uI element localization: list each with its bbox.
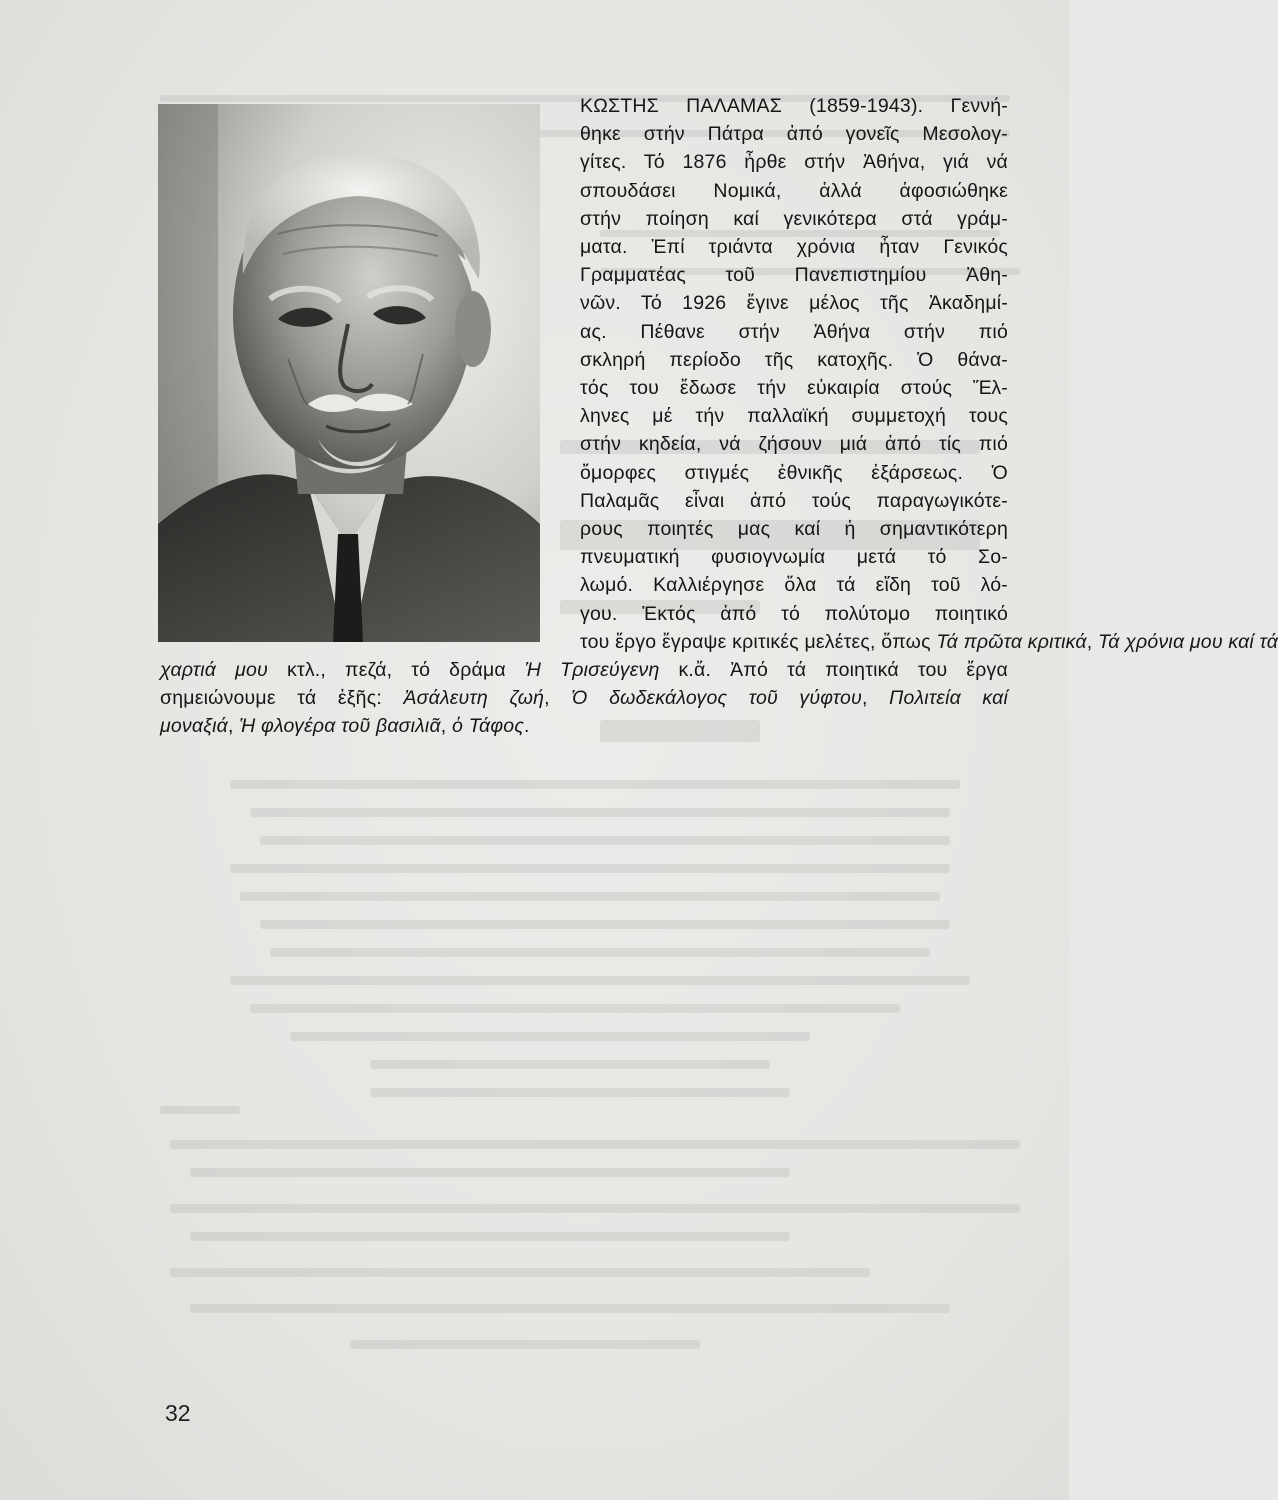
bio-line: λωμό. Καλλιέργησε ὅλα τά εἴδη τοῦ λό- [580,574,1008,597]
bio-line: πνευματική φυσιογνωμία μετά τό Σο- [580,546,1008,569]
bio-text: , [440,715,453,738]
bio-line: ὄμορφες στιγμές ἐθνικῆς ἐξάρσεως. Ὁ [580,461,1008,484]
bio-line: ματα. Ἐπί τριάντα χρόνια ἦταν Γενικός [580,236,1008,259]
bio-line-full [160,684,1008,712]
bio-line-full [160,712,1008,740]
biography-text [160,92,1278,741]
work-title: ὁ Τάφος [452,715,525,738]
bio-text: , [861,687,890,710]
bio-text: του ἔργο ἔγραψε κριτικές μελέτες, ὅπως [580,630,937,653]
bio-line: θηκε στήν Πάτρα ἀπό γονεῖς Μεσολογ- [580,123,1008,146]
page-number: 32 [165,1400,191,1426]
work-title: χαρτιά μου [160,659,268,682]
bio-text: . [524,715,530,738]
bio-line: σπουδάσει Νομικά, ἀλλά ἀφοσιώθηκε [580,179,1008,202]
bio-text: κ.ἄ. Ἀπό τά ποιητικά του ἔργα [659,659,1008,682]
work-title: Ὁ δωδεκάλογος τοῦ γύφτου [571,687,862,710]
bio-line: τός του ἔδωσε τήν εὐκαιρία στούς Ἕλ- [580,377,1008,400]
bio-line: σκληρή περίοδο τῆς κατοχῆς. Ὁ θάνα- [580,348,1008,371]
bio-text: , [227,715,240,738]
work-title: Ἡ φλογέρα τοῦ βασιλιᾶ [239,715,441,738]
bio-line: Γραμματέας τοῦ Πανεπιστημίου Ἀθη- [580,264,1008,287]
bio-line: Παλαμᾶς εἶναι ἀπό τούς παραγωγικότε- [580,489,1008,512]
bio-line: στήν κηδεία, νά ζήσουν μιά ἀπό τίς πιό [580,433,1008,456]
bio-line: γου. Ἐκτός ἀπό τό πολύτομο ποιητικό [580,602,1008,625]
work-title: Τά χρόνια μου καί τά [1097,630,1278,653]
bio-line: ας. Πέθανε στήν Ἀθήνα στήν πιό [580,320,1008,343]
bio-line: ρους ποιητές μας καί ἡ σημαντικότερη [580,518,1008,541]
bio-text: , [544,687,572,710]
work-title: Τά πρῶτα κριτικά [936,630,1087,653]
work-title: Πολιτεία καί [889,687,1008,710]
bio-line: στήν ποίηση καί γενικότερα στά γράμ- [580,207,1008,230]
work-title: μοναξιά [160,715,228,738]
portrait-float-spacer [160,92,580,652]
bio-line: ΚΩΣΤΗΣ ΠΑΛΑΜΑΣ (1859-1943). Γεννή- [580,95,1008,117]
bio-line: ληνες μέ τήν παλλαϊκή συμμετοχή τους [580,405,1008,428]
bio-text: , [1086,630,1098,653]
bio-line: νῶν. Τό 1926 ἔγινε μέλος τῆς Ἀκαδημί- [580,292,1008,315]
bio-text: σημειώνουμε τά ἑξῆς: [160,687,404,710]
bio-text: κτλ., πεζά, τό δράμα [267,659,525,682]
bio-line: γίτες. Τό 1876 ἦρθε στήν Ἀθήνα, γιά νά [580,151,1008,174]
bio-line-full [160,656,1008,684]
work-title: Ἀσάλευτη ζωή [403,687,545,710]
work-title: Ἡ Τρισεύγενη [524,659,660,682]
